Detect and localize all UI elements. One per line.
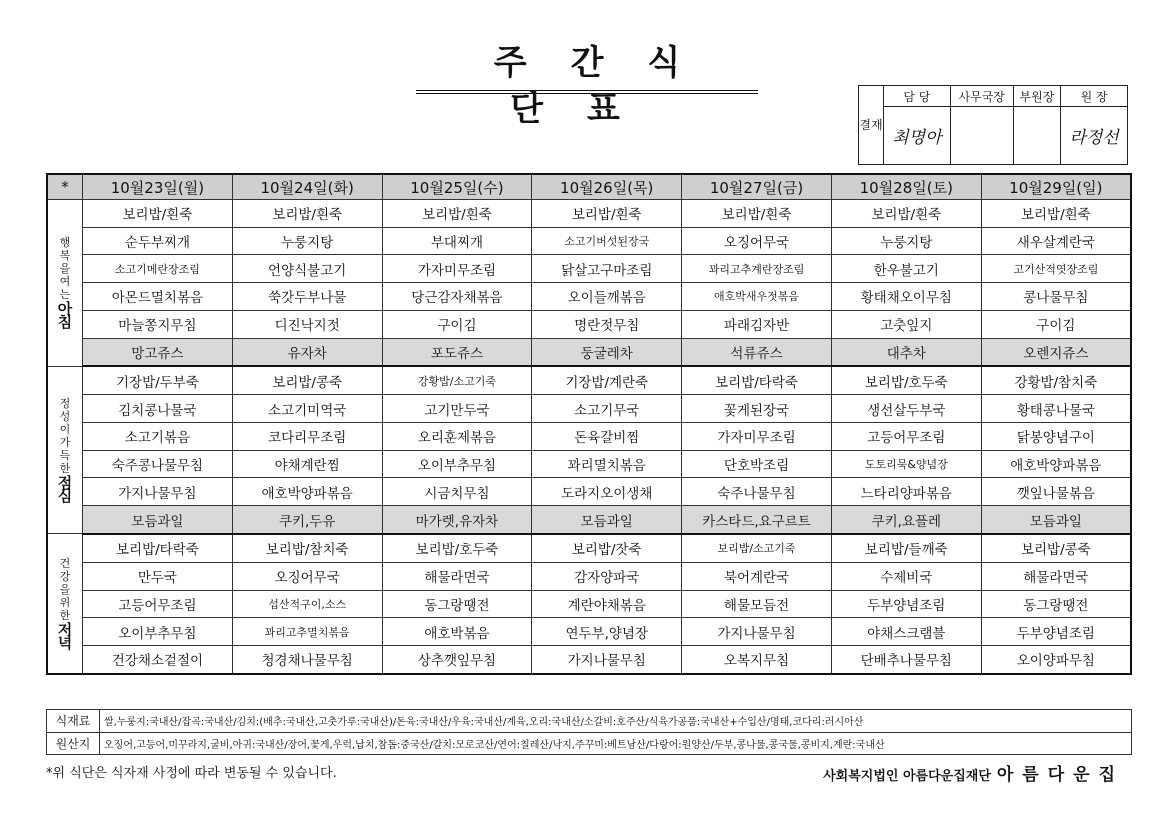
menu-cell: 디진낙지젓 — [232, 310, 382, 338]
menu-cell: 보리밥/흰죽 — [981, 200, 1131, 228]
menu-cell: 가자미무조림 — [682, 422, 832, 450]
snack-cell: 포도쥬스 — [382, 338, 532, 366]
snack-row — [47, 506, 1131, 534]
menu-cell: 김치콩나물국 — [83, 395, 233, 423]
menu-cell: 단호박조림 — [682, 450, 832, 478]
footer-note: *위 식단은 식자재 사정에 따라 변동될 수 있습니다. — [46, 766, 337, 781]
menu-cell: 두부양념조림 — [831, 590, 981, 618]
menu-cell: 고기만두국 — [382, 395, 532, 423]
meal-label-big: 저녁 — [57, 621, 73, 653]
menu-row — [47, 255, 1131, 283]
day-header: 10월23일(월) — [83, 174, 233, 200]
menu-cell: 보리밥/타락죽 — [83, 534, 233, 562]
organization-title: 아름다운집 — [996, 765, 1124, 785]
snack-cell: 마가렛,유자차 — [382, 506, 532, 534]
menu-cell: 애호박양파볶음 — [232, 478, 382, 506]
menu-cell: 순두부찌개 — [83, 227, 233, 255]
menu-cell: 닭살고구마조림 — [532, 255, 682, 283]
menu-cell: 고춧잎지 — [831, 310, 981, 338]
menu-cell: 해물모듬전 — [682, 590, 832, 618]
menu-row — [47, 562, 1131, 590]
menu-row — [47, 310, 1131, 338]
menu-cell: 가지나물무침 — [83, 478, 233, 506]
menu-cell: 깻잎나물볶음 — [981, 478, 1131, 506]
menu-cell: 기장밥/계란죽 — [532, 366, 682, 394]
snack-cell: 둥굴레차 — [532, 338, 682, 366]
menu-cell: 오이양파무침 — [981, 645, 1131, 674]
menu-cell: 해물라면국 — [382, 562, 532, 590]
menu-cell: 느타리양파볶음 — [831, 478, 981, 506]
menu-cell: 소고기버섯된장국 — [532, 227, 682, 255]
snack-cell: 대추차 — [831, 338, 981, 366]
menu-cell: 두부양념조림 — [981, 618, 1131, 646]
organization-name — [823, 760, 1124, 785]
menu-cell: 보리밥/호두죽 — [831, 366, 981, 394]
menu-cell: 가자미무조림 — [382, 255, 532, 283]
day-header: 10월24일(화) — [232, 174, 382, 200]
menu-cell: 숙주나물무침 — [682, 478, 832, 506]
menu-cell: 동그랑땡전 — [981, 590, 1131, 618]
origin-text: 오징어,고등어,미꾸라지,굴비,아귀:국내산/장어,꽃게,우럭,납치,참돔:중국산/갈치:모로코산/연어:칠레산/낙지,주꾸미:베트남산/다랑어:원양산/두부,콩나물,콩국물,콩비지,계란:국내산 — [100, 732, 1132, 755]
day-header: 10월26일(목) — [532, 174, 682, 200]
menu-row — [47, 422, 1131, 450]
meal-label-big: 아침 — [57, 300, 73, 332]
menu-cell: 섭산적구이,소스 — [232, 590, 382, 618]
page-title: 주간식단표 — [416, 40, 758, 94]
menu-cell: 소고기무국 — [532, 395, 682, 423]
menu-cell: 가지나물무침 — [532, 645, 682, 674]
menu-cell: 오이부추무침 — [382, 450, 532, 478]
menu-cell: 보리밥/호두죽 — [382, 534, 532, 562]
menu-row — [47, 366, 1131, 394]
menu-cell: 누룽지탕 — [831, 227, 981, 255]
menu-cell: 보리밥/타락죽 — [682, 366, 832, 394]
menu-cell: 야채계란찜 — [232, 450, 382, 478]
snack-cell: 모듬과일 — [532, 506, 682, 534]
menu-cell: 오복지무침 — [682, 645, 832, 674]
menu-cell: 구이김 — [981, 310, 1131, 338]
menu-cell: 도라지오이생채 — [532, 478, 682, 506]
menu-cell: 보리밥/소고기죽 — [682, 534, 832, 562]
menu-row — [47, 478, 1131, 506]
menu-cell: 돈육갈비찜 — [532, 422, 682, 450]
menu-cell: 고등어무조림 — [831, 422, 981, 450]
menu-cell: 애호박새우젓볶음 — [682, 283, 832, 311]
snack-cell: 유자차 — [232, 338, 382, 366]
menu-cell: 새우살계란국 — [981, 227, 1131, 255]
menu-row — [47, 590, 1131, 618]
menu-cell: 한우불고기 — [831, 255, 981, 283]
snack-cell: 모듬과일 — [83, 506, 233, 534]
menu-cell: 황태콩나물국 — [981, 395, 1131, 423]
menu-cell: 보리밥/참치죽 — [232, 534, 382, 562]
menu-cell: 감자양파국 — [532, 562, 682, 590]
menu-cell: 소고기볶음 — [83, 422, 233, 450]
approval-signature — [1013, 107, 1061, 165]
snack-cell: 오렌지쥬스 — [981, 338, 1131, 366]
menu-cell: 보리밥/흰죽 — [382, 200, 532, 228]
menu-cell: 마늘쫑지무침 — [83, 310, 233, 338]
menu-cell: 야채스크램블 — [831, 618, 981, 646]
menu-cell: 고등어무조림 — [83, 590, 233, 618]
menu-cell: 보리밥/잣죽 — [532, 534, 682, 562]
menu-cell: 오이들깨볶음 — [532, 283, 682, 311]
menu-cell: 꽈리고추멸치볶음 — [232, 618, 382, 646]
approval-signature: 최명아 — [884, 107, 951, 165]
snack-cell: 망고쥬스 — [83, 338, 233, 366]
menu-cell: 소고기미역국 — [232, 395, 382, 423]
menu-row — [47, 395, 1131, 423]
day-header-row — [47, 174, 1131, 200]
meal-label — [47, 534, 83, 674]
origin-label: 식재료 — [47, 710, 100, 733]
snack-cell: 모듬과일 — [981, 506, 1131, 534]
menu-cell: 해물라면국 — [981, 562, 1131, 590]
menu-cell: 보리밥/흰죽 — [831, 200, 981, 228]
snack-cell: 카스타드,요구르트 — [682, 506, 832, 534]
day-header: 10월29일(일) — [981, 174, 1131, 200]
approval-header: 부원장 — [1013, 86, 1061, 107]
menu-cell: 아몬드멸치볶음 — [83, 283, 233, 311]
menu-row — [47, 283, 1131, 311]
menu-cell: 언양식불고기 — [232, 255, 382, 283]
menu-cell: 보리밥/콩죽 — [981, 534, 1131, 562]
menu-cell: 애호박볶음 — [382, 618, 532, 646]
menu-cell: 코다리무조림 — [232, 422, 382, 450]
approval-side-label: 결재 — [859, 86, 884, 165]
menu-cell: 파래김자반 — [682, 310, 832, 338]
menu-cell: 보리밥/흰죽 — [532, 200, 682, 228]
menu-cell: 꽈리멸치볶음 — [532, 450, 682, 478]
menu-cell: 애호박양파볶음 — [981, 450, 1131, 478]
snack-row — [47, 338, 1131, 366]
menu-cell: 황태채오이무침 — [831, 283, 981, 311]
origin-text: 쌀,누룽지:국내산/잡곡:국내산/김치:(배추:국내산,고춧가루:국내산)/돈육:국내산/우육:국내산/계육,오리:국내산/소갈비:호주산/식육가공품:국내산+수입산/명태,코다리:러시아산 — [100, 710, 1132, 733]
menu-row — [47, 534, 1131, 562]
meal-label — [47, 200, 83, 367]
menu-cell: 오이부추무침 — [83, 618, 233, 646]
menu-cell: 명란젓무침 — [532, 310, 682, 338]
meal-label-small: 정성이가득한 — [59, 397, 71, 476]
menu-cell: 쑥갓두부나물 — [232, 283, 382, 311]
menu-cell: 고기산적엿장조림 — [981, 255, 1131, 283]
menu-cell: 소고기메란장조림 — [83, 255, 233, 283]
menu-cell: 보리밥/들깨죽 — [831, 534, 981, 562]
menu-cell: 숙주콩나물무침 — [83, 450, 233, 478]
organization-prefix: 사회복지법인 아름다운집재단 — [823, 769, 991, 784]
menu-cell: 꽃게된장국 — [682, 395, 832, 423]
approval-header: 사무국장 — [950, 86, 1013, 107]
menu-cell: 건강채소겉절이 — [83, 645, 233, 674]
menu-cell: 누룽지탕 — [232, 227, 382, 255]
meal-label-small: 건강을위한 — [59, 557, 71, 623]
menu-cell: 오징어무국 — [682, 227, 832, 255]
approval-signature — [950, 107, 1013, 165]
menu-cell: 단배추나물무침 — [831, 645, 981, 674]
menu-cell: 보리밥/흰죽 — [232, 200, 382, 228]
menu-cell: 보리밥/흰죽 — [83, 200, 233, 228]
menu-cell: 계란야채볶음 — [532, 590, 682, 618]
approval-header: 담 당 — [884, 86, 951, 107]
meal-label-small: 행복을여는 — [59, 236, 71, 302]
menu-row — [47, 227, 1131, 255]
menu-cell: 동그랑땡전 — [382, 590, 532, 618]
origin-label: 원산지 — [47, 732, 100, 755]
menu-cell: 강황밥/소고기죽 — [382, 366, 532, 394]
menu-cell: 구이김 — [382, 310, 532, 338]
menu-row — [47, 200, 1131, 228]
menu-cell: 콩나물무침 — [981, 283, 1131, 311]
menu-cell: 보리밥/콩죽 — [232, 366, 382, 394]
menu-cell: 만두국 — [83, 562, 233, 590]
menu-cell: 꽈리고추계란장조림 — [682, 255, 832, 283]
menu-cell: 청경채나물무침 — [232, 645, 382, 674]
menu-cell: 생선살두부국 — [831, 395, 981, 423]
weekly-menu-table — [46, 173, 1132, 675]
approval-signature: 라정선 — [1061, 107, 1128, 165]
snack-cell: 석류쥬스 — [682, 338, 832, 366]
day-header: 10월25일(수) — [382, 174, 532, 200]
menu-row — [47, 645, 1131, 674]
menu-cell: 상추깻잎무침 — [382, 645, 532, 674]
menu-cell: 보리밥/흰죽 — [682, 200, 832, 228]
day-header: 10월27일(금) — [682, 174, 832, 200]
meal-label-big: 점심 — [57, 474, 73, 506]
corner-cell: * — [47, 174, 83, 200]
snack-cell: 쿠키,두유 — [232, 506, 382, 534]
menu-cell: 수제비국 — [831, 562, 981, 590]
menu-cell: 닭봉양념구이 — [981, 422, 1131, 450]
day-header: 10월28일(토) — [831, 174, 981, 200]
approval-header: 원 장 — [1061, 86, 1128, 107]
menu-cell: 연두부,양념장 — [532, 618, 682, 646]
menu-cell: 시금치무침 — [382, 478, 532, 506]
snack-cell: 쿠키,요플레 — [831, 506, 981, 534]
menu-cell: 오리훈제볶음 — [382, 422, 532, 450]
menu-cell: 가지나물무침 — [682, 618, 832, 646]
meal-label — [47, 366, 83, 534]
menu-row — [47, 450, 1131, 478]
approval-box — [858, 85, 1128, 165]
origin-table — [46, 709, 1132, 755]
menu-cell: 기장밥/두부죽 — [83, 366, 233, 394]
menu-cell: 당근감자채볶음 — [382, 283, 532, 311]
menu-cell: 부대찌개 — [382, 227, 532, 255]
menu-cell: 북어계란국 — [682, 562, 832, 590]
menu-cell: 도토리묵&양념장 — [831, 450, 981, 478]
menu-cell: 강황밥/참치죽 — [981, 366, 1131, 394]
menu-row — [47, 618, 1131, 646]
menu-cell: 오징어무국 — [232, 562, 382, 590]
